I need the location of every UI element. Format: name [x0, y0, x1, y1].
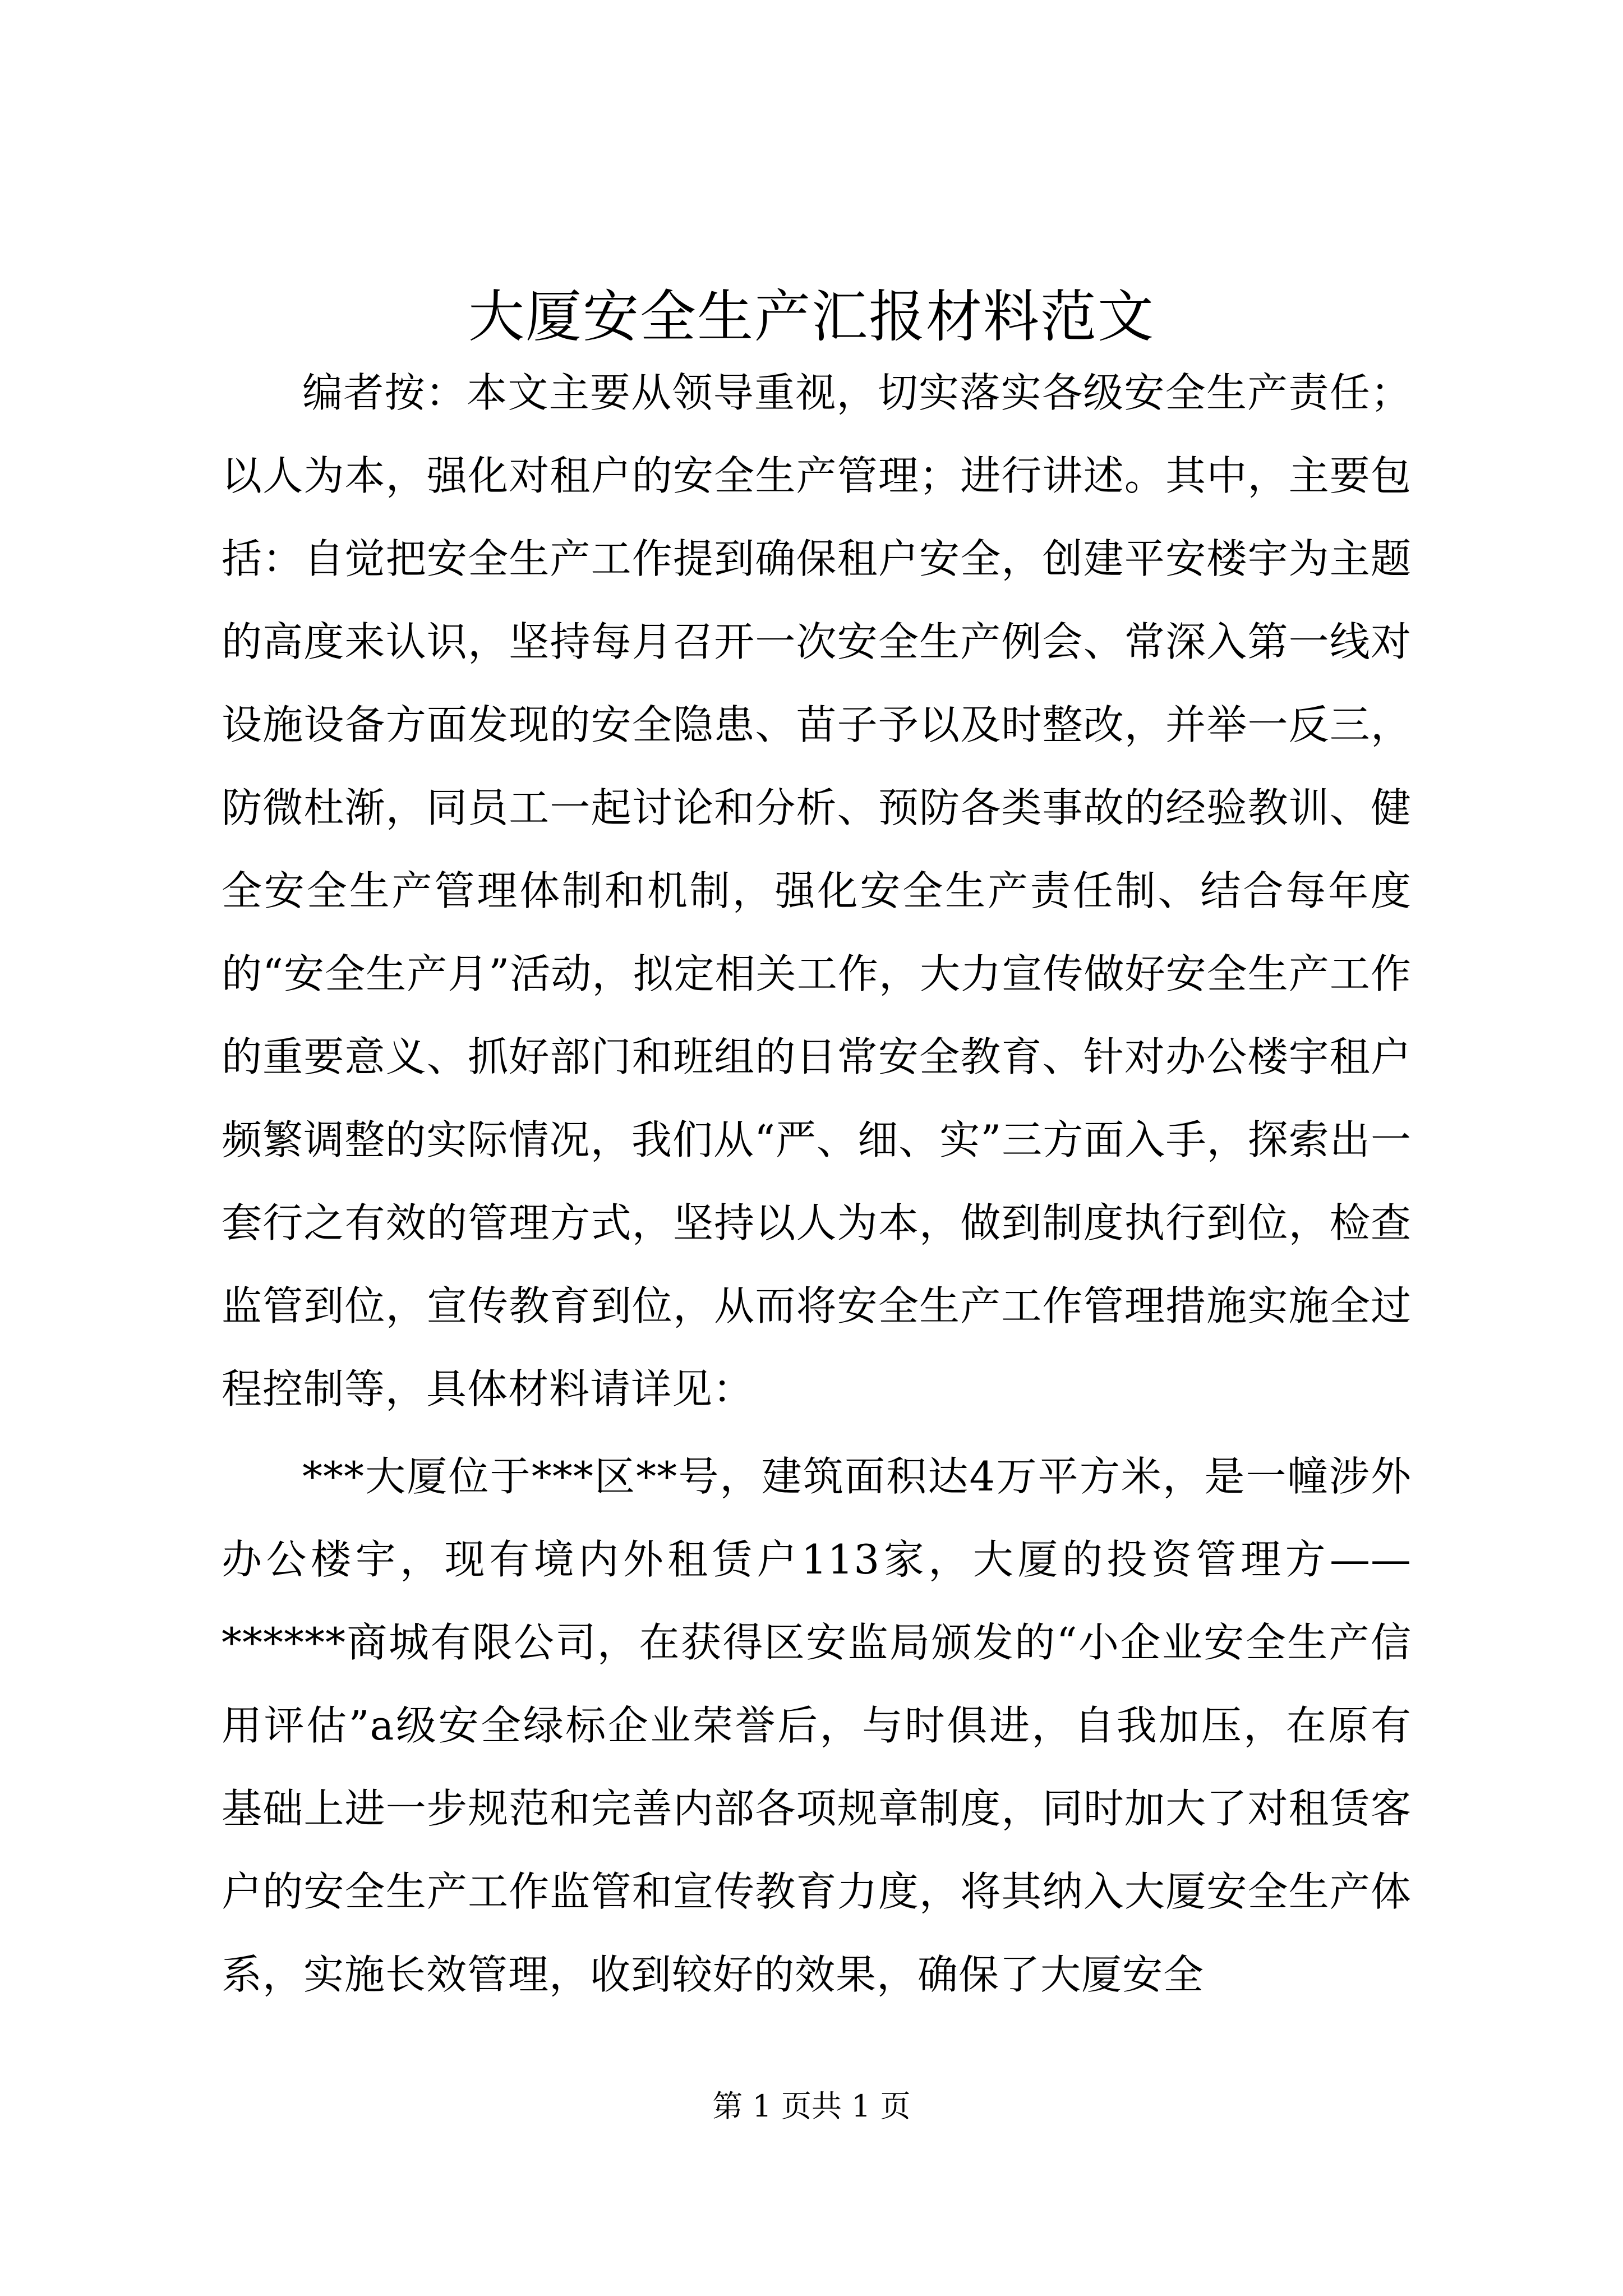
document-body — [222, 351, 1412, 2016]
editor-note-paragraph: 编者按：本文主要从领导重视，切实落实各级安全生产责任；以人为本，强化对租户的安全生产管理；进行讲述。其中，主要包括：自觉把安全生产工作提到确保租户安全，创建平安楼宇为主题的高度来认识，坚持每月召开一次安全生产例会、常深入第一线对设施设备方面发现的安全隐患、苗子予以及时整改，并举一反三，防微杜渐，同员工一起讨论和分析、预防各类事故的经验教训、健全安全生产管理体制和机制，强化安全生产责任制、结合每年度的“安全生产月”活动，拟定相关工作，大力宣传做好安全生产工作的重要意义、抓好部门和班组的日常安全教育、针对办公楼宇租户频繁调整的实际情况，我们从“严、细、实”三方面入手，探索出一套行之有效的管理方式，坚持以人为本，做到制度执行到位，检查监管到位，宣传教育到位，从而将安全生产工作管理措施实施全过程控制等，具体材料请详见： — [222, 369, 1412, 1412]
page-footer — [0, 2087, 1623, 2126]
page-number: 第 1 页 — [712, 2088, 811, 2124]
page-total: 共 1 页 — [811, 2088, 911, 2124]
body-paragraph: ***大厦位于***区**号，建筑面积达4万平方米，是一幢涉外办公楼宇，现有境内外租赁户113家，大厦的投资管理方——******商城有限公司，在获得区安监局颁发的“小企业安全生产信用评估”a级安全绿标企业荣誉后，与时俱进，自我加压，在原有基础上进一步规范和完善内部各项规章制度，同时加大了对租赁客户的安全生产工作监管和宣传教育力度，将其纳入大厦安全生产体系，实施长效管理，收到较好的效果，确保了大厦安全 — [222, 1453, 1412, 1998]
document-title: 大厦安全生产汇报材料范文 — [468, 284, 1155, 349]
